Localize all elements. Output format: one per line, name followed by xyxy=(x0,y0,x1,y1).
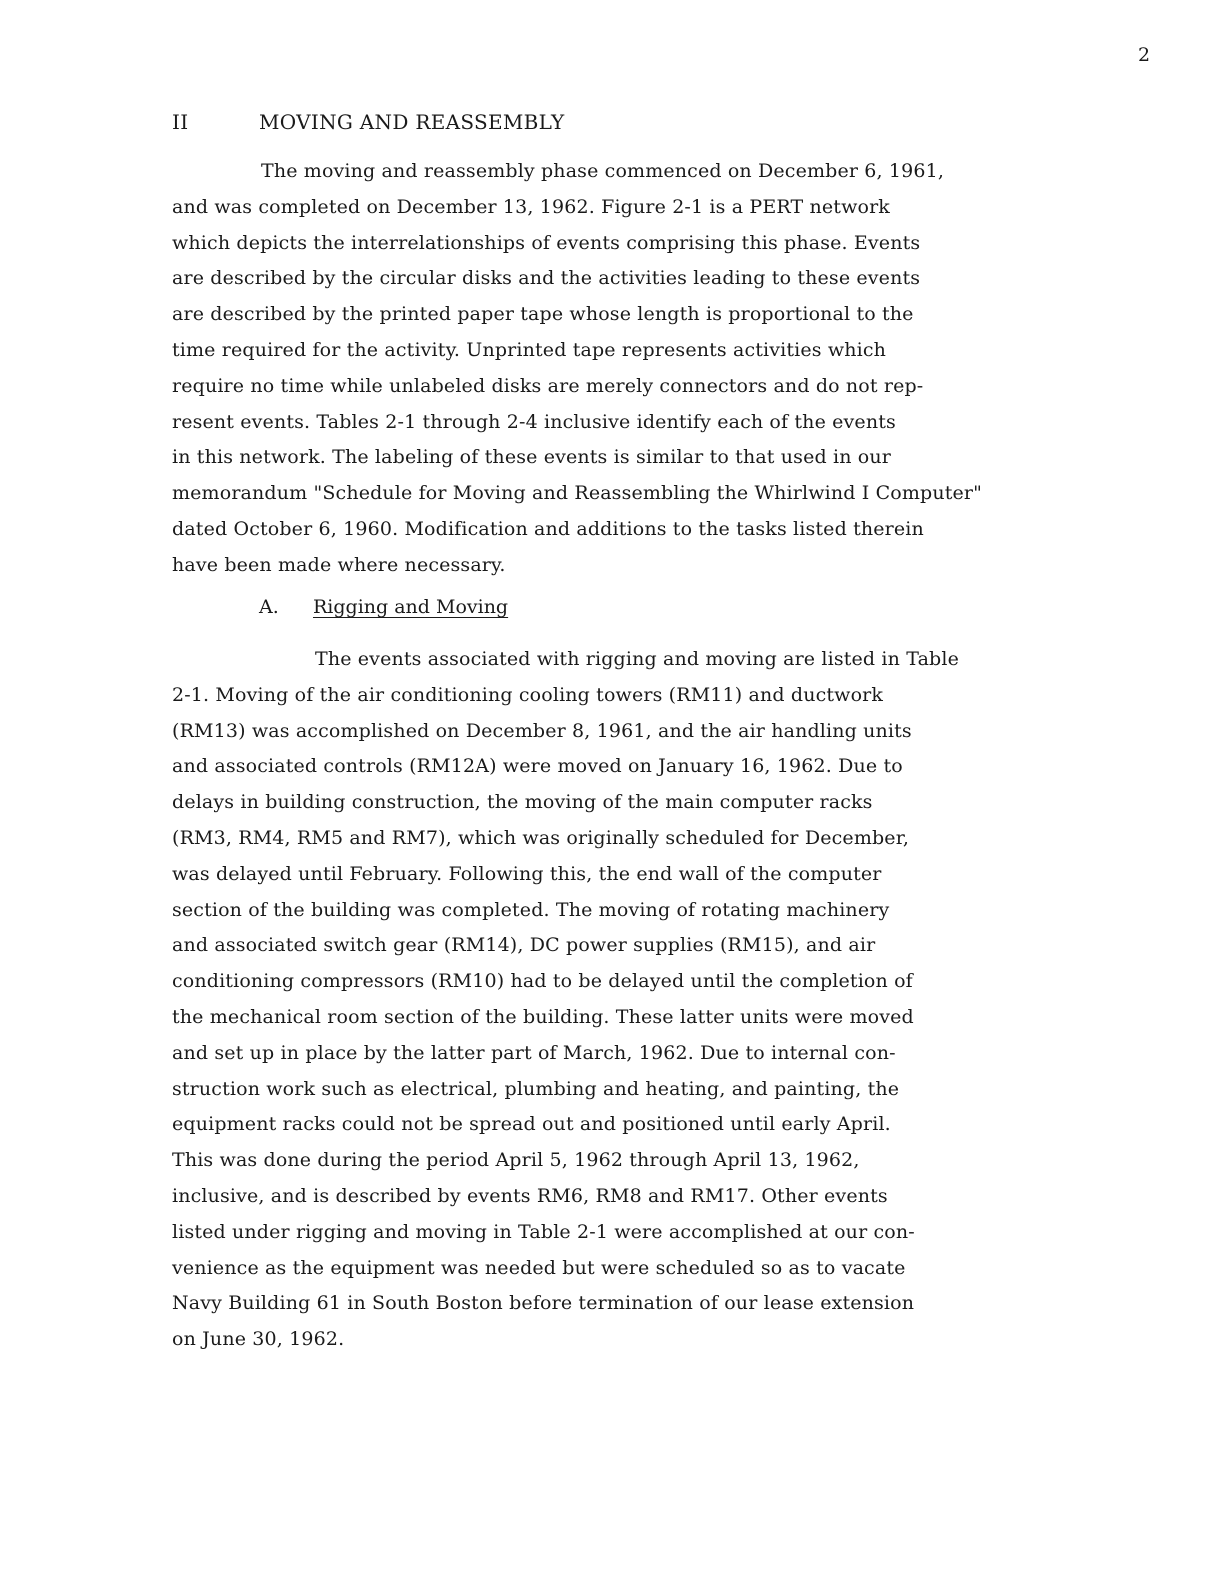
subsection-title: Rigging and Moving xyxy=(313,596,509,618)
text-line: and set up in place by the latter part of March, 1962. Due to internal con- xyxy=(172,1041,896,1064)
text-line: which depicts the interrelationships of events comprising this phase. Events xyxy=(172,231,921,254)
text-line: struction work such as electrical, plumbing and heating, and painting, the xyxy=(172,1077,900,1100)
text-line: (RM13) was accomplished on December 8, 1961, and the air handling units xyxy=(172,719,912,742)
text-line: (RM3, RM4, RM5 and RM7), which was originally scheduled for December, xyxy=(172,826,910,849)
page-number: 2 xyxy=(1138,44,1151,66)
text-line: the mechanical room section of the building. These latter units were moved xyxy=(172,1005,914,1028)
text-line: listed under rigging and moving in Table 2-1 were accomplished at our con- xyxy=(172,1220,915,1243)
paragraph-rigging xyxy=(172,642,1112,1358)
text-line: are described by the printed paper tape whose length is proportional to the xyxy=(172,303,914,326)
text-line: The moving and reassembly phase commenced on December 6, 1961, xyxy=(261,160,945,182)
text-line: have been made where necessary. xyxy=(172,553,506,576)
text-line: memorandum "Schedule for Moving and Reassembling the Whirlwind I Computer" xyxy=(172,482,983,505)
text-line: and associated switch gear (RM14), DC power supplies (RM15), and air xyxy=(172,934,876,957)
text-line: Navy Building 61 in South Boston before termination of our lease extension xyxy=(172,1292,915,1315)
text-line: and associated controls (RM12A) were moved on January 16, 1962. Due to xyxy=(172,755,903,778)
text-line: This was done during the period April 5, 1962 through April 13, 1962, xyxy=(172,1149,860,1172)
section-heading xyxy=(172,110,564,134)
subsection-heading xyxy=(259,596,508,618)
paragraph-intro xyxy=(172,154,1112,584)
text-line: time required for the activity. Unprinted tape represents activities which xyxy=(172,338,887,361)
text-line: dated October 6, 1960. Modification and additions to the tasks listed therein xyxy=(172,517,924,540)
text-line: venience as the equipment was needed but were scheduled so as to vacate xyxy=(172,1256,906,1279)
section-title: MOVING AND REASSEMBLY xyxy=(259,110,565,134)
text-line: require no time while unlabeled disks are merely connectors and do not rep- xyxy=(172,374,924,397)
text-line: The events associated with rigging and moving are listed in Table xyxy=(315,648,959,670)
text-line: conditioning compressors (RM10) had to be delayed until the completion of xyxy=(172,970,913,993)
subsection-letter: A. xyxy=(259,596,279,618)
text-line: are described by the circular disks and the activities leading to these events xyxy=(172,267,921,290)
text-line: inclusive, and is described by events RM6, RM8 and RM17. Other events xyxy=(172,1184,888,1207)
text-line: 2-1. Moving of the air conditioning cooling towers (RM11) and ductwork xyxy=(172,683,884,706)
text-line: delays in building construction, the moving of the main computer racks xyxy=(172,791,873,814)
text-line: section of the building was completed. The moving of rotating machinery xyxy=(172,898,890,921)
section-numeral: II xyxy=(172,110,189,134)
text-line: on June 30, 1962. xyxy=(172,1328,345,1351)
text-line: resent events. Tables 2-1 through 2-4 inclusive identify each of the events xyxy=(172,410,896,433)
text-line: was delayed until February. Following this, the end wall of the computer xyxy=(172,862,882,885)
text-line: and was completed on December 13, 1962. Figure 2-1 is a PERT network xyxy=(172,195,890,218)
text-line: in this network. The labeling of these events is similar to that used in our xyxy=(172,446,891,469)
text-line: equipment racks could not be spread out and positioned until early April. xyxy=(172,1113,891,1136)
